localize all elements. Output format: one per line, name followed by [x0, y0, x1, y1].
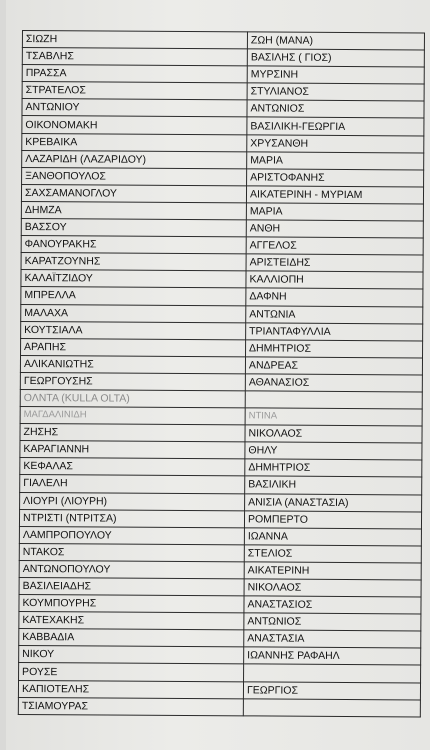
- table-row: [19, 509, 421, 529]
- first-name-cell: ΜΥΡΣΙΝΗ: [247, 66, 424, 84]
- first-name-cell: ΘΗΛΥ: [245, 442, 422, 460]
- first-name-cell: ΒΑΣΙΛΙΚΗ-ΓΕΩΡΓΙΑ: [247, 117, 424, 135]
- surname-cell: ΚΟΥΜΠΟΥΡΗΣ: [19, 595, 244, 613]
- first-name-cell: ΙΩΑΝΝΑ: [244, 528, 421, 546]
- table-row: [21, 253, 423, 273]
- first-name-cell: ΙΩΑΝΝΗΣ ΡΑΦΑΗΛ: [244, 647, 421, 665]
- surname-cell: ΑΛΙΚΑΝΙΩΤΗΣ: [20, 355, 245, 373]
- surname-cell: ΜΑΓΔΑΛΙΝΙΔΗ: [20, 407, 245, 425]
- surname-cell: ΠΡΑΣΣΑ: [22, 65, 247, 83]
- surname-cell: ΝΙΚΟΥ: [19, 646, 244, 664]
- surname-cell: ΟΙΚΟΝΟΜΑΚΗ: [22, 116, 247, 134]
- surname-cell: ΤΣΙΑΜΟΥΡΑΣ: [18, 697, 243, 715]
- surname-cell: ΚΡΕΒΑΙΚΑ: [22, 133, 247, 151]
- table-row: [22, 116, 424, 136]
- table-row: [18, 680, 420, 700]
- first-name-cell: ΤΡΙΑΝΤΑΦΥΛΛΙΑ: [246, 322, 423, 340]
- first-name-cell: ΑΙΚΑΤΕΡΙΝΗ: [244, 562, 421, 580]
- table-row: [19, 526, 421, 546]
- table-row: [20, 441, 422, 461]
- first-name-cell: ΝΙΚΟΛΑΟΣ: [245, 425, 422, 443]
- first-name-cell: ΡΟΜΠΕΡΤΟ: [244, 510, 421, 528]
- surname-cell: ΞΑΝΘΟΠΟΥΛΟΣ: [22, 167, 247, 185]
- first-name-cell: ΣΤΕΛΙΟΣ: [244, 545, 421, 563]
- table-row: [22, 150, 424, 170]
- surname-cell: ΑΝΤΩΝΙΟΥ: [22, 99, 247, 117]
- first-name-cell: ΒΑΣΙΛΙΚΗ: [245, 476, 422, 494]
- first-name-cell: ΜΑΡΙΑ: [247, 152, 424, 170]
- table-row: [19, 595, 421, 615]
- surname-cell: ΚΑΡΑΤΖΟΥΝΗΣ: [21, 253, 246, 271]
- table-row: [19, 560, 421, 580]
- surname-cell: ΖΗΣΗΣ: [20, 424, 245, 442]
- surname-cell: ΚΑΒΒΑΔΙΑ: [19, 629, 244, 647]
- first-name-cell: [245, 391, 422, 409]
- first-name-cell: ΔΗΜΗΤΡΙΟΣ: [246, 340, 423, 358]
- surname-cell: ΦΑΝΟΥΡΑΚΗΣ: [21, 236, 246, 254]
- table-row: [22, 167, 424, 187]
- surname-cell: ΔΗΜΖΑ: [21, 201, 246, 219]
- surname-cell: ΝΤΑΚΟΣ: [19, 543, 244, 561]
- surname-cell: ΓΕΩΡΓΟΥΣΗΣ: [20, 372, 245, 390]
- surname-cell: ΤΣΑΒΛΗΣ: [22, 48, 247, 66]
- surname-cell: ΚΑΡΑΓΙΑΝΝΗ: [20, 441, 245, 459]
- surname-cell: ΛΑΜΠΡΟΠΟΥΛΟΥ: [19, 526, 244, 544]
- table-row: [19, 612, 421, 632]
- first-name-cell: ΝΤΙΝΑ: [245, 408, 422, 426]
- surname-cell: ΒΑΣΙΛΕΙΑΔΗΣ: [19, 577, 244, 595]
- surname-cell: ΚΑΤΕΧΑΚΗΣ: [19, 612, 244, 630]
- first-name-cell: ΑΝΤΩΝΙΑ: [246, 305, 423, 323]
- surname-cell: ΒΑΣΣΟΥ: [21, 219, 246, 237]
- first-name-cell: ΔΗΜΗΤΡΙΟΣ: [245, 459, 422, 477]
- surname-cell: ΣΤΡΑΤΕΛΟΣ: [22, 82, 247, 100]
- table-row: [18, 697, 420, 717]
- surname-cell: ΚΕΦΑΛΑΣ: [20, 458, 245, 476]
- table-row: [20, 492, 422, 512]
- surname-cell: ΓΙΑΛΕΛΗ: [20, 475, 245, 493]
- surname-cell: ΜΑΛΑΧΑ: [21, 304, 246, 322]
- surname-cell: ΑΝΤΩΝΟΠΟΥΛΟΥ: [19, 560, 244, 578]
- table-row: [19, 577, 421, 597]
- surname-cell: ΛΙΟΥΡΙ (ΛΙΟΥΡΗ): [20, 492, 245, 510]
- table-row: [20, 407, 422, 427]
- table-row: [20, 355, 422, 375]
- first-name-cell: ΧΡΥΣΑΝΘΗ: [247, 134, 424, 152]
- first-name-cell: ΑΙΚΑΤΕΡΙΝΗ - ΜΥΡΙΑΜ: [246, 186, 423, 204]
- first-name-cell: ΔΑΦΝΗ: [246, 288, 423, 306]
- first-name-cell: ΑΝΑΣΤΑΣΙΟΣ: [244, 596, 421, 614]
- first-name-cell: [244, 664, 421, 682]
- first-name-cell: ΑΓΓΕΛΟΣ: [246, 237, 423, 255]
- first-name-cell: ΜΑΡΙΑ: [246, 203, 423, 221]
- first-name-cell: ΑΘΑΝΑΣΙΟΣ: [245, 374, 422, 392]
- surname-cell: ΡΟΥΣΕ: [19, 663, 244, 681]
- document-page: [6, 0, 430, 750]
- first-name-cell: ΒΑΣΙΛΗΣ ( ΓΙΟΣ): [247, 49, 424, 67]
- first-name-cell: ΓΕΩΡΓΙΟΣ: [243, 681, 420, 699]
- first-name-cell: ΑΝΤΩΝΙΟΣ: [247, 100, 424, 118]
- first-name-cell: [243, 699, 420, 717]
- first-name-cell: ΑΝΔΡΕΑΣ: [245, 357, 422, 375]
- surname-cell: ΜΠΡΕΛΛΑ: [21, 287, 246, 305]
- table-row: [20, 372, 422, 392]
- first-name-cell: ΣΤΥΛΙΑΝΟΣ: [247, 83, 424, 101]
- surname-cell: ΑΡΑΠΗΣ: [21, 338, 246, 356]
- table-row: [22, 82, 424, 102]
- table-row: [21, 321, 423, 341]
- table-row: [20, 389, 422, 409]
- surname-cell: ΛΑΖΑΡΙΔΗ (ΛΑΖΑΡΙΔΟΥ): [22, 150, 247, 168]
- first-name-cell: ΚΑΛΛΙΟΠΗ: [246, 271, 423, 289]
- surname-cell: ΝΤΡΙΣΤΙ (ΝΤΡΙΤΣΑ): [19, 509, 244, 527]
- table-row: [21, 270, 423, 290]
- first-name-cell: ΑΡΙΣΤΕΙΔΗΣ: [246, 254, 423, 272]
- table-row: [21, 236, 423, 256]
- table-container: [18, 30, 428, 717]
- surname-cell: ΟΛΝΤΑ (KULLA OLTA): [20, 389, 245, 407]
- surname-cell: ΚΑΠΙΟΤΕΛΗΣ: [18, 680, 243, 698]
- surname-cell: ΚΑΛΑΪΤΖΙΔΟΥ: [21, 270, 246, 288]
- header-surname-cell: ΣΙΩΖΗ: [22, 31, 247, 49]
- first-name-cell: ΑΝΤΩΝΙΟΣ: [244, 613, 421, 631]
- first-name-cell: ΑΡΙΣΤΟΦΑΝΗΣ: [247, 169, 424, 187]
- table-row: [21, 184, 423, 204]
- header-name-cell: ΖΩΗ (ΜΑΝΑ): [247, 32, 424, 50]
- first-name-cell: ΑΝΘΗ: [246, 220, 423, 238]
- first-name-cell: ΝΙΚΟΛΑΟΣ: [244, 579, 421, 597]
- first-name-cell: ΑΝΙΣΙΑ (ΑΝΑΣΤΑΣΙΑ): [245, 493, 422, 511]
- first-name-cell: ΑΝΑΣΤΑΣΙΑ: [244, 630, 421, 648]
- names-table: [18, 30, 425, 717]
- surname-cell: ΣΑΧΣΑΜΑΝΟΓΛΟΥ: [21, 184, 246, 202]
- surname-cell: ΚΟΥΤΣΙΑΛΑ: [21, 321, 246, 339]
